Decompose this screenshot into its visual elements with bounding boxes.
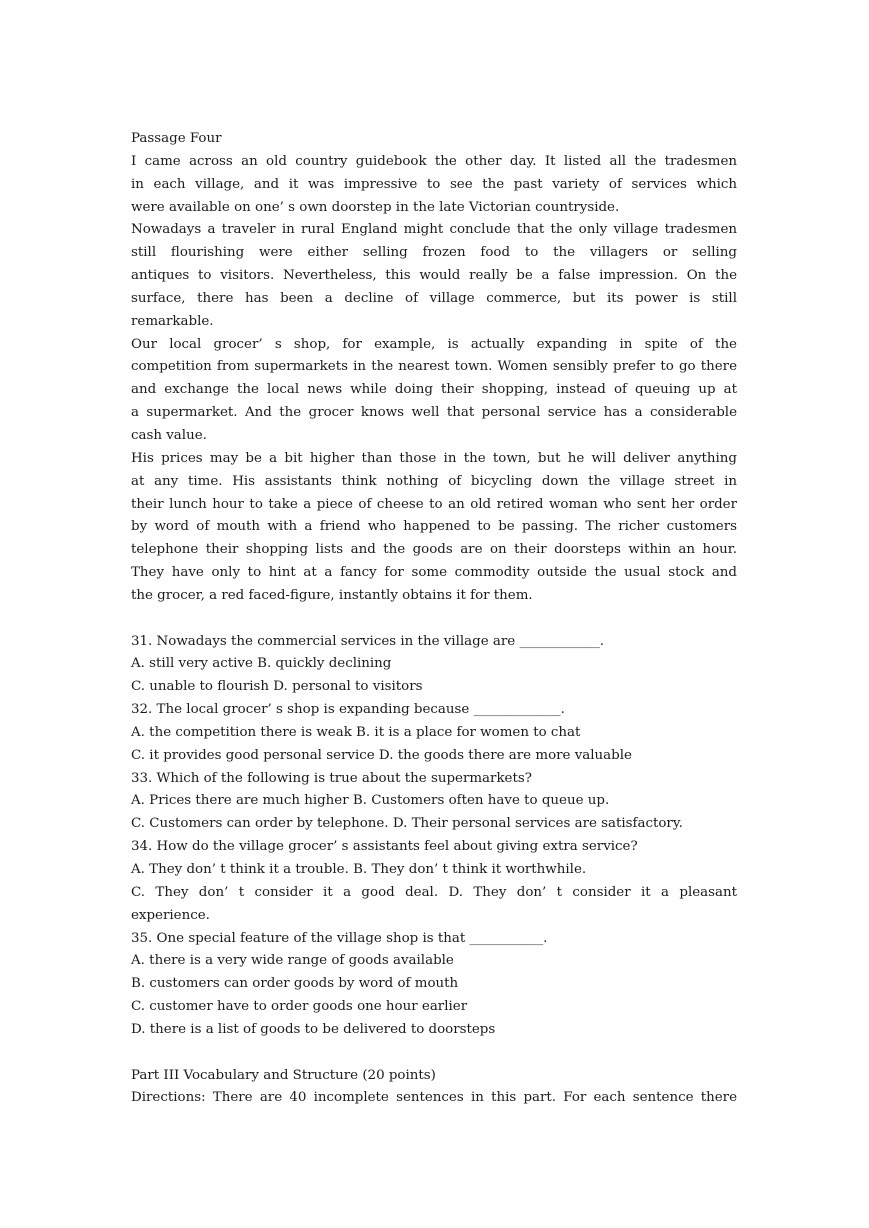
question-line: 32. The local grocer’ s shop is expanding because _____________.: [131, 702, 565, 718]
question-line: experience.: [131, 907, 210, 923]
question-line: C. They don’ t consider it a good deal. D. They don’ t consider it a pleasant: [131, 884, 737, 900]
passage-line: by word of mouth with a friend who happened to be passing. The richer customers: [131, 519, 737, 535]
passage-line: in each village, and it was impressive to see the past variety of services which: [131, 176, 737, 192]
question-line: C. Customers can order by telephone. D. Their personal services are satisfactory.: [131, 816, 683, 832]
blank-line: [131, 608, 737, 631]
question-line: 34. How do the village grocer’ s assistants feel about giving extra service?: [131, 839, 638, 855]
part3-heading: Part III Vocabulary and Structure (20 points): [131, 1067, 436, 1083]
question-line: B. customers can order goods by word of mouth: [131, 976, 459, 992]
question-line: 33. Which of the following is true about the supermarkets?: [131, 770, 532, 786]
passage-line: antiques to visitors. Nevertheless, this would really be a false impression. On the: [131, 268, 737, 284]
passage-line: surface, there has been a decline of village commerce, but its power is still: [131, 290, 737, 306]
passage-line: their lunch hour to take a piece of cheese to an old retired woman who sent her order: [131, 496, 737, 512]
question-line: C. customer have to order goods one hour earlier: [131, 999, 468, 1015]
question-line: A. the competition there is weak B. it is a place for women to chat: [131, 724, 581, 740]
question-line: A. They don’ t think it a trouble. B. They don’ t think it worthwhile.: [131, 862, 587, 877]
document-page: [131, 128, 737, 1110]
question-line: C. it provides good personal service D. the goods there are more valuable: [131, 747, 632, 763]
passage-line: telephone their shopping lists and the goods are on their doorsteps within an hour.: [131, 542, 737, 558]
passage-line: remarkable.: [131, 313, 214, 329]
question-line: A. there is a very wide range of goods available: [131, 953, 454, 969]
passage-title: Passage Four: [131, 131, 222, 146]
passage-line: cash value.: [131, 427, 207, 443]
passage-line: the grocer, a red faced-figure, instantly obtains it for them.: [131, 587, 533, 603]
questions-section: [131, 631, 737, 1042]
question-line: A. still very active B. quickly declining: [131, 656, 392, 672]
passage-line: Our local grocer’ s shop, for example, is actually expanding in spite of the: [131, 336, 737, 352]
passage-line: Nowadays a traveler in rural England might conclude that the only village tradesmen: [131, 222, 737, 238]
passage-line: at any time. His assistants think nothing of bicycling down the village street in: [131, 473, 737, 489]
passage-line: I came across an old country guidebook the other day. It listed all the tradesmen: [131, 153, 737, 169]
passage-line: a supermarket. And the grocer knows well that personal service has a considerable: [131, 405, 737, 421]
part3-directions: Directions: There are 40 incomplete sentences in this part. For each sentence there: [131, 1090, 737, 1106]
question-line: C. unable to flourish D. personal to visitors: [131, 679, 423, 695]
passage-body: [131, 151, 737, 608]
question-line: 35. One special feature of the village shop is that ___________.: [131, 930, 548, 946]
passage-line: They have only to hint at a fancy for some commodity outside the usual stock and: [131, 565, 737, 581]
question-line: 31. Nowadays the commercial services in the village are ____________.: [131, 633, 605, 649]
passage-line: still flourishing were either selling frozen food to the villagers or selling: [131, 245, 737, 261]
question-line: A. Prices there are much higher B. Customers often have to queue up.: [131, 793, 610, 809]
question-line: D. there is a list of goods to be delivered to doorsteps: [131, 1021, 496, 1037]
passage-line: competition from supermarkets in the nearest town. Women sensibly prefer to go there: [131, 359, 737, 375]
passage-line: were available on one’ s own doorstep in the late Victorian countryside.: [131, 199, 620, 215]
blank-line: [131, 1042, 737, 1065]
passage-line: and exchange the local news while doing their shopping, instead of queuing up at: [131, 382, 737, 398]
passage-line: His prices may be a bit higher than those in the town, but he will deliver anything: [131, 450, 737, 466]
